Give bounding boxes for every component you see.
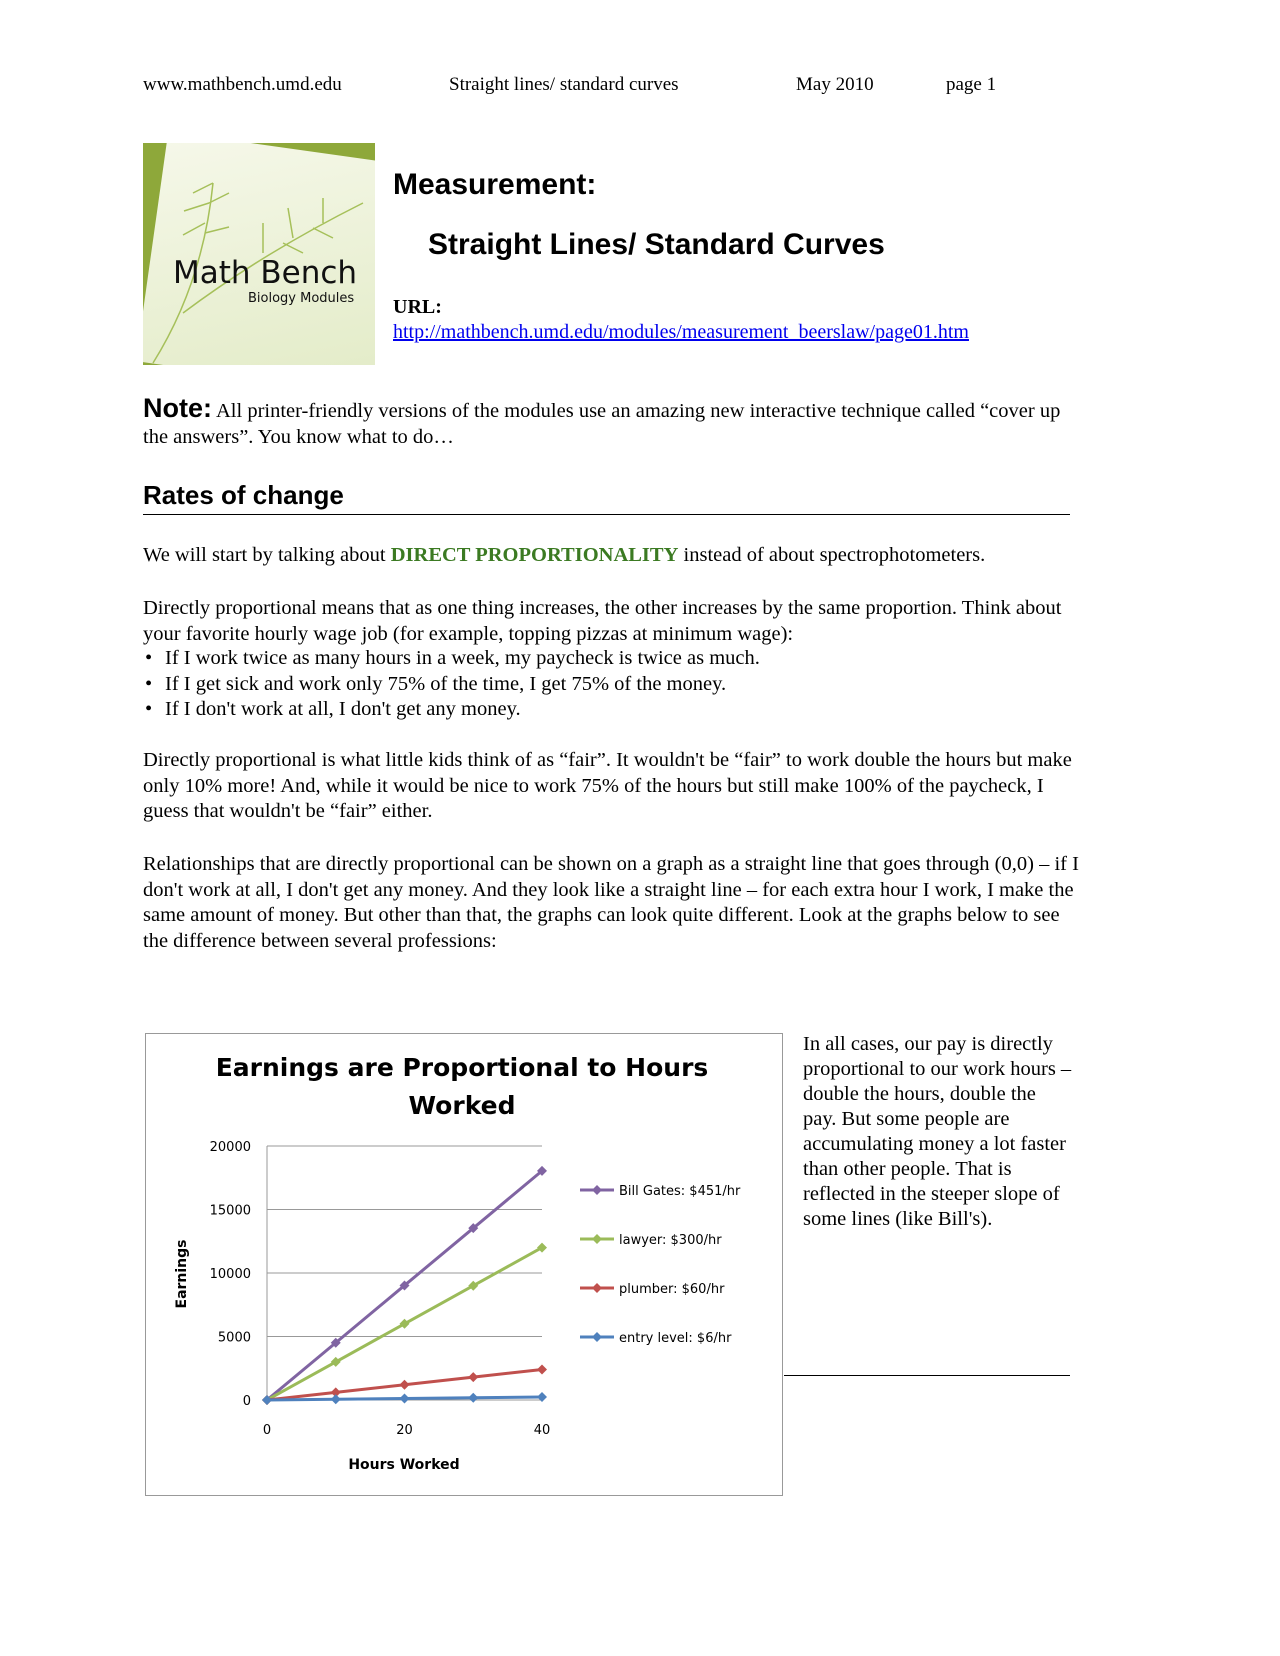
chart-title-line2: Worked [408, 1091, 516, 1120]
chart-title-line1: Earnings are Proportional to Hours [215, 1053, 709, 1082]
x-axis-label: Hours Worked [348, 1457, 460, 1473]
section-divider [143, 514, 1070, 515]
legend-marker [592, 1332, 602, 1342]
data-point [400, 1380, 410, 1390]
header-date: May 2010 [796, 74, 874, 95]
y-tick-label: 15000 [209, 1203, 251, 1219]
section-heading: Rates of change [143, 480, 344, 510]
chart-caption: In all cases, our pay is directly proportional to our work hours – double the hours, double the pay. But some people are accumulating money a lot faster than other people. That is reflected in the steeper slope of some lines (like Bill's). [803, 1033, 1072, 1230]
y-tick-label: 10000 [209, 1267, 251, 1282]
list-item: • If I don't work at all, I don't get any money. [143, 697, 1083, 723]
paragraph-intro [143, 543, 1083, 569]
paragraph-fair: Directly proportional is what little kids think of as “fair”. It wouldn't be “fair” to work double the hours but make only 10% more! And, while it would be nice to work 75% of the hours but still make 100% of the paycheck, I guess that wouldn't be “fair” either. [143, 749, 1072, 822]
x-tick-label: 40 [533, 1423, 551, 1438]
intro-text: We will start by talking about [143, 544, 391, 566]
y-axis-label: Earnings [174, 1239, 190, 1309]
x-tick-label: 20 [396, 1423, 413, 1438]
y-tick-label: 0 [242, 1394, 251, 1409]
y-tick-label: 5000 [217, 1330, 251, 1346]
data-point [400, 1393, 410, 1403]
header-page: page 1 [946, 74, 997, 95]
legend-label: entry level: $6/hr [619, 1331, 732, 1346]
earnings-chart [145, 1033, 783, 1496]
header-site: www.mathbench.umd.edu [143, 74, 342, 95]
legend-label: lawyer: $300/hr [619, 1233, 722, 1248]
mathbench-logo [143, 143, 375, 365]
title-line1: Measurement: [393, 168, 597, 201]
caption-divider [784, 1375, 1070, 1376]
legend-marker [592, 1185, 602, 1195]
data-point [331, 1394, 341, 1404]
legend-marker [592, 1283, 602, 1293]
x-tick-label: 0 [262, 1423, 272, 1438]
list-item: • If I work twice as many hours in a week, my paycheck is twice as much. [143, 646, 1083, 672]
legend-label: Bill Gates: $451/hr [619, 1184, 741, 1199]
bullet-list [143, 646, 1083, 723]
data-point [537, 1365, 547, 1375]
logo-subtitle: Biology Modules [248, 291, 355, 306]
note-label: Note: [143, 393, 212, 423]
module-url-link[interactable]: http://mathbench.umd.edu/modules/measurement_beerslaw/page01.htm [393, 321, 969, 343]
url-label: URL: [393, 296, 442, 318]
paragraph-definition: Directly proportional means that as one thing increases, the other increases by the same proportion. Think about your favorite hourly wage job (for example, topping pizzas at minimum wage): [143, 597, 1062, 645]
paragraph-graph: Relationships that are directly proportional can be shown on a graph as a straight line that goes through (0,0) – if I don't work at all, I don't get any money. And they look like a straight line – for each extra hour I work, I make the same amount of money. But other than that, the graphs can look quite different. Look at the graphs below to see the difference between several professions: [143, 853, 1079, 952]
note-text: All printer-friendly versions of the modules use an amazing new interactive technique called “cover up the answers”. You know what to do… [143, 400, 1061, 448]
legend-label: plumber: $60/hr [619, 1282, 725, 1297]
list-item: • If I get sick and work only 75% of the time, I get 75% of the money. [143, 672, 1083, 698]
y-tick-label: 20000 [209, 1140, 251, 1155]
page-title: Straight Lines/ Standard Curves [428, 228, 885, 261]
header-topic: Straight lines/ standard curves [449, 74, 679, 95]
fern-icon [143, 143, 375, 365]
logo-title: Math Bench [173, 255, 358, 291]
chart-svg [146, 1034, 782, 1495]
data-point [468, 1393, 478, 1403]
intro-text-end: instead of about spectrophotometers. [678, 544, 986, 566]
data-point [468, 1372, 478, 1382]
note-paragraph [143, 393, 1083, 450]
highlight-term: DIRECT PROPORTIONALITY [390, 544, 679, 566]
legend-marker [592, 1234, 602, 1244]
